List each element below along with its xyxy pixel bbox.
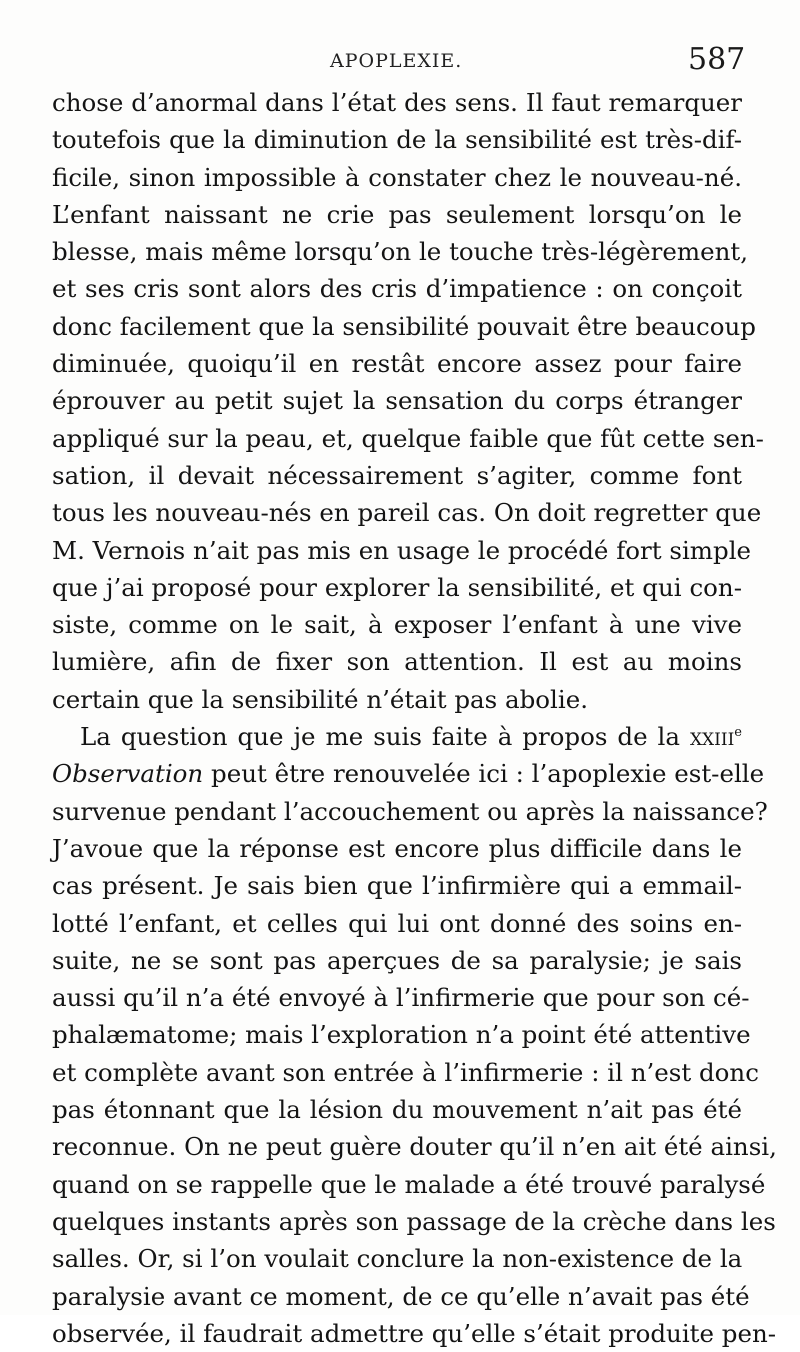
text-line: certain que la sensibilité n’était pas abolie. bbox=[52, 684, 588, 714]
text-fragment: La question que je me suis faite à propos de la bbox=[80, 722, 690, 752]
text-line: éprouver au petit sujet la sensation du corps étranger bbox=[52, 386, 742, 416]
text-line bbox=[52, 755, 765, 792]
text-line: appliqué sur la peau, et, quelque faible que fût cette sen- bbox=[52, 423, 764, 453]
text-line: toutefois que la diminution de la sensibilité est très-dif- bbox=[52, 125, 742, 155]
text-line: diminuée, quoiqu’il en restât encore assez pour faire bbox=[52, 349, 742, 379]
text-line: et complète avant son entrée à l’infirmerie : il n’est donc bbox=[52, 1057, 759, 1087]
text-line bbox=[52, 718, 742, 755]
running-title: APOPLEXIE. bbox=[330, 50, 463, 72]
text-line: quelques instants après son passage de la crèche dans les bbox=[52, 1206, 776, 1236]
running-header bbox=[0, 42, 800, 82]
paragraph bbox=[52, 718, 777, 1352]
roman-numeral: xxiii bbox=[689, 722, 735, 752]
italic-term: Observation bbox=[52, 759, 204, 789]
text-line: J’avoue que la réponse est encore plus difficile dans le bbox=[52, 833, 742, 863]
text-line: donc facilement que la sensibilité pouvait être beaucoup bbox=[52, 311, 756, 341]
text-line: lotté l’enfant, et celles qui lui ont donné des soins en- bbox=[52, 908, 742, 938]
body-text bbox=[52, 84, 777, 1352]
text-line: aussi qu’il n’a été envoyé à l’infirmerie que pour son cé- bbox=[52, 983, 750, 1013]
text-line: blesse, mais même lorsqu’on le touche très-légèrement, bbox=[52, 237, 749, 267]
text-line: L’enfant naissant ne crie pas seulement lorsqu’on le bbox=[52, 199, 742, 229]
text-line: paralysie avant ce moment, de ce qu’elle n’avait pas été bbox=[52, 1281, 750, 1311]
text-line: et ses cris sont alors des cris d’impatience : on conçoit bbox=[52, 274, 742, 304]
text-line: survenue pendant l’accouchement ou après la naissance? bbox=[52, 796, 768, 826]
text-line: suite, ne se sont pas aperçues de sa paralysie; je sais bbox=[52, 945, 742, 975]
text-line: chose d’anormal dans l’état des sens. Il faut remarquer bbox=[52, 88, 742, 117]
text-line: lumière, afin de fixer son attention. Il est au moins bbox=[52, 647, 742, 677]
text-line: ficile, sinon impossible à constater chez le nouveau-né. bbox=[52, 162, 742, 192]
text-line: pas étonnant que la lésion du mouvement n’ait pas été bbox=[52, 1095, 742, 1125]
text-line: cas présent. Je sais bien que l’infirmière qui a emmail- bbox=[52, 871, 742, 901]
text-line: salles. Or, si l’on voulait conclure la non-existence de la bbox=[52, 1244, 743, 1274]
text-line: tous les nouveau-nés en pareil cas. On doit regretter que bbox=[52, 498, 762, 528]
paragraph bbox=[52, 84, 764, 718]
text-line: reconnue. On ne peut guère douter qu’il n’en ait été ainsi, bbox=[52, 1132, 777, 1162]
text-line: siste, comme on le sait, à exposer l’enfant à une vive bbox=[52, 610, 742, 640]
text-line: M. Vernois n’ait pas mis en usage le procédé fort simple bbox=[52, 535, 752, 565]
page-number: 587 bbox=[688, 42, 746, 77]
text-line: que j’ai proposé pour explorer la sensibilité, et qui con- bbox=[52, 572, 742, 602]
text-line: sation, il devait nécessairement s’agiter, comme font bbox=[52, 460, 742, 490]
text-line: quand on se rappelle que le malade a été trouvé paralysé bbox=[52, 1169, 766, 1199]
text-line: phalæmatome; mais l’exploration n’a point été attentive bbox=[52, 1020, 751, 1050]
text-line: observée, il faudrait admettre qu’elle s’était produite pen- bbox=[52, 1318, 777, 1348]
superscript: e bbox=[734, 724, 742, 740]
text-fragment: peut être renouvelée ici : l’apoplexie est-elle bbox=[203, 759, 765, 789]
